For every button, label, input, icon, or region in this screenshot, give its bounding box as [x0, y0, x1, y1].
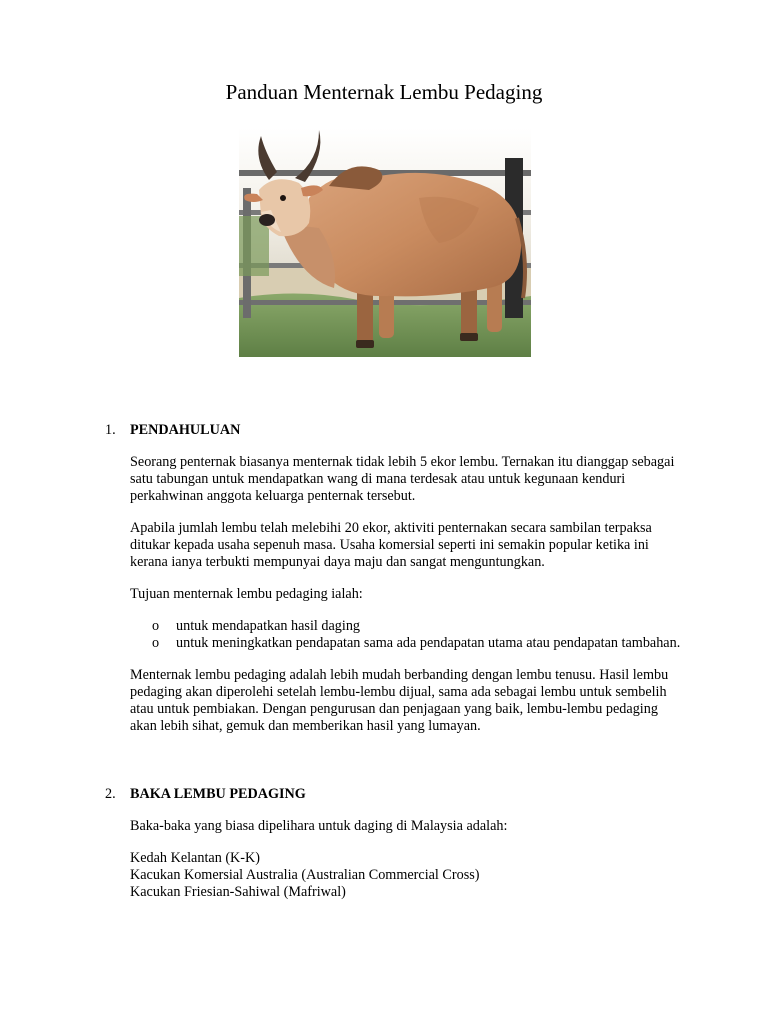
- paragraph: Apabila jumlah lembu telah melebihi 20 ekor, aktiviti penternakan secara sambilan terpaksa ditukar kepada usaha sepenuh masa. Usaha komersial seperti ini semakin popular ketika ini kerana ianya terbukti mempunyai daya maju dan sangat menguntungkan.: [130, 520, 652, 570]
- paragraph: Menternak lembu pedaging adalah lebih mudah berbanding dengan lembu tenusu. Hasil lembu pedaging akan diperolehi setelah lembu-lembu dijual, sama ada sebagai lembu untuk sembelih atau untuk pembiakan. Dengan pengurusan dan penjagaan yang baik, lembu-lembu pedaging akan lebih sihat, gemuk dan memberikan hasil yang lumayan.: [130, 667, 669, 734]
- paragraph: Tujuan menternak lembu pedaging ialah:: [130, 586, 363, 602]
- paragraph: Seorang penternak biasanya menternak tidak lebih 5 ekor lembu. Ternakan itu dianggap sebagai satu tabungan untuk mendapatkan wang di mana terdesak atau untuk kegunaan kenduri perkahwinan anggota keluarga penternak tersebut.: [130, 454, 675, 504]
- list-item-text: untuk mendapatkan hasil daging: [176, 618, 361, 634]
- breed-item: Kacukan Komersial Australia (Australian Commercial Cross): [130, 867, 480, 883]
- section-number: 1.: [105, 422, 116, 438]
- purpose-list: [130, 618, 685, 652]
- section-introduction: [105, 422, 685, 735]
- section-heading: [105, 786, 685, 803]
- paragraph: Baka-baka yang biasa dipelihara untuk daging di Malaysia adalah:: [130, 818, 508, 834]
- section-title: BAKA LEMBU PEDAGING: [130, 786, 306, 802]
- breed-item: Kedah Kelantan (K-K): [130, 850, 260, 866]
- cattle-photo: [239, 128, 531, 357]
- breed-item: Kacukan Friesian-Sahiwal (Mafriwal): [130, 884, 346, 900]
- section-body: [130, 818, 685, 901]
- list-item: [130, 618, 685, 635]
- list-item: [130, 635, 685, 652]
- cattle-illustration: [239, 128, 531, 357]
- section-heading: [105, 422, 685, 439]
- breed-list: [130, 850, 685, 901]
- document-body: [105, 422, 685, 901]
- section-number: 2.: [105, 786, 116, 802]
- bullet-marker: o: [152, 618, 160, 634]
- page-title: Panduan Menternak Lembu Pedaging: [225, 80, 543, 104]
- section-title: PENDAHULUAN: [130, 422, 241, 438]
- list-item-text: untuk meningkatkan pendapatan sama ada pendapatan utama atau pendapatan tambahan.: [176, 635, 681, 651]
- bullet-marker: o: [152, 635, 160, 651]
- section-breeds: [105, 786, 685, 901]
- section-body: [130, 454, 685, 735]
